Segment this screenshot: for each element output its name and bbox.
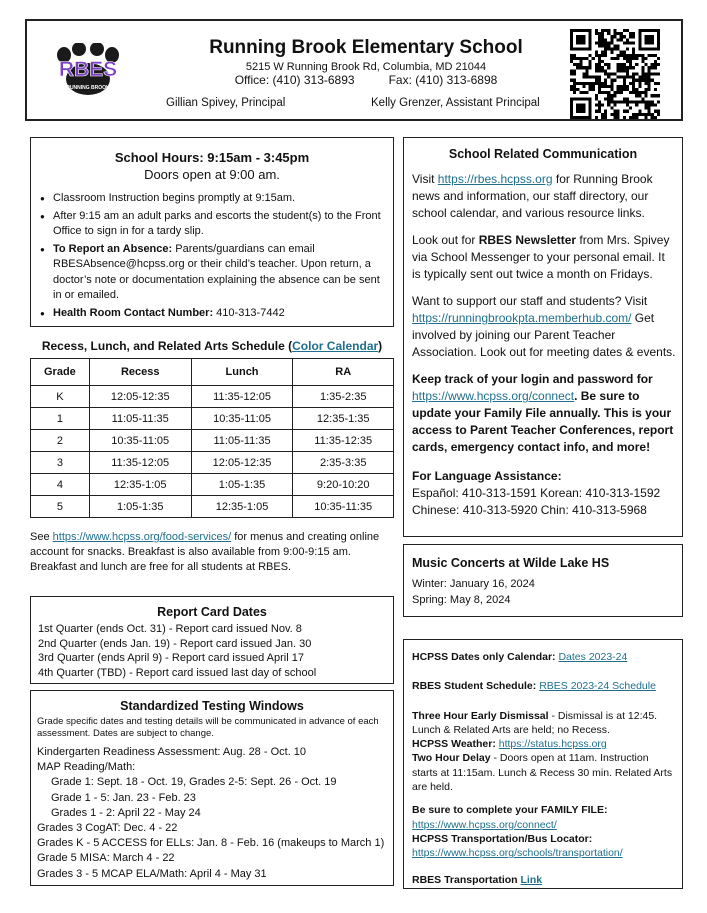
table-cell: 12:05-12:35 bbox=[191, 452, 293, 474]
schedule-title-text: Recess, Lunch, and Related Arts Schedule ( bbox=[41, 339, 293, 353]
rbes-transportation-line bbox=[412, 873, 676, 887]
rbes-transportation-link[interactable]: Link bbox=[520, 873, 543, 886]
table-header-row bbox=[31, 359, 394, 386]
early-dismissal-line bbox=[412, 709, 676, 738]
list-item: Grade 5 MISA: March 4 - 22 bbox=[37, 852, 175, 865]
fax-number: Fax: (410) 313-6898 bbox=[388, 73, 498, 87]
connect-link[interactable]: https://www.hcpss.org/connect bbox=[412, 389, 575, 403]
family-file-label: Be sure to complete your FAMILY FILE: bbox=[412, 804, 608, 817]
dates-calendar-link[interactable]: Dates 2023-24 bbox=[558, 651, 628, 663]
table-cell: 1:05-1:35 bbox=[89, 496, 191, 518]
early-dismissal-text: - Dismissal is at 12:45. Lunch & Related Arts are held; no Recess. bbox=[412, 709, 658, 736]
food-prefix: See bbox=[30, 531, 53, 543]
connect-paragraph bbox=[412, 371, 676, 456]
testing-title: Standardized Testing Windows bbox=[120, 699, 304, 713]
logo-text: RBES bbox=[58, 58, 118, 81]
schedule-line bbox=[412, 679, 676, 693]
table-cell: 12:05-12:35 bbox=[89, 386, 191, 408]
language-line: Español: 410-313-1591 Korean: 410-313-1592 bbox=[412, 486, 661, 500]
table-cell: 11:05-11:35 bbox=[191, 430, 293, 452]
table-cell: 12:35-1:05 bbox=[89, 474, 191, 496]
list-item: Winter: January 16, 2024 bbox=[412, 578, 535, 590]
testing-list bbox=[37, 745, 393, 882]
music-concerts-list bbox=[412, 577, 682, 608]
table-cell: 5 bbox=[31, 496, 90, 518]
food-text: for menus and creating online account for snacks. Breakfast is also available from 9:00-9:15 am. Breakfast and lunch are free for all students at RBES. bbox=[30, 531, 380, 573]
health-room-label: Health Room Contact Number: bbox=[53, 306, 214, 319]
principal-name: Gillian Spivey, Principal bbox=[166, 97, 286, 109]
table-cell: 11:35-12:05 bbox=[89, 452, 191, 474]
list-item: ● Classroom Instruction begins promptly at 9:15am. bbox=[40, 191, 383, 207]
early-dismissal-label: Three Hour Early Dismissal bbox=[412, 709, 549, 722]
table-cell: 11:35-12:05 bbox=[191, 386, 293, 408]
list-item: 1st Quarter (ends Oct. 31) - Report card issued Nov. 8 bbox=[38, 623, 302, 635]
office-phone: Office: (410) 313-6893 bbox=[234, 73, 355, 87]
rbes-transportation-label: RBES Transportation bbox=[412, 873, 521, 886]
color-calendar-link[interactable]: Color Calendar bbox=[292, 339, 379, 353]
column-header: Recess bbox=[89, 359, 191, 386]
table-cell: 10:35-11:35 bbox=[293, 496, 394, 518]
language-line: Chinese: 410-313-5920 Chin: 410-313-5968 bbox=[412, 503, 647, 517]
testing-note: Grade specific dates and testing details will be communicated in advance of each assessment. Dates are subject to change. bbox=[37, 716, 379, 739]
student-schedule-link[interactable]: RBES 2023-24 Schedule bbox=[539, 680, 656, 693]
calendar-label: HCPSS Dates only Calendar: bbox=[412, 651, 559, 663]
column-header: Grade bbox=[31, 359, 90, 386]
table-row bbox=[31, 452, 394, 474]
table-cell: 11:05-11:35 bbox=[89, 408, 191, 430]
weather-link[interactable]: https://status.hcpss.org bbox=[498, 738, 607, 751]
table-cell: 12:35-1:35 bbox=[293, 408, 394, 430]
column-header: RA bbox=[293, 359, 394, 386]
table-row bbox=[31, 408, 394, 430]
table-cell: 11:35-12:35 bbox=[293, 430, 394, 452]
logo-subtext: RUNNING BROOK bbox=[66, 85, 110, 91]
qr-code[interactable] bbox=[570, 29, 660, 119]
list-item: Spring: May 8, 2024 bbox=[412, 593, 511, 606]
absence-label: To Report an Absence: bbox=[53, 242, 173, 255]
header-banner bbox=[25, 19, 683, 121]
table-cell: 10:35-11:05 bbox=[191, 408, 293, 430]
health-room-number: 410-313-7442 bbox=[213, 306, 285, 319]
paragraph-text: Visit bbox=[412, 172, 438, 186]
rbes-website-link[interactable]: https://rbes.hcpss.org bbox=[437, 172, 553, 186]
table-cell: 1:35-2:35 bbox=[293, 386, 394, 408]
school-name: Running Brook Elementary School bbox=[209, 37, 523, 58]
list-item: Grades 1 - 2: April 22 - May 24 bbox=[51, 806, 201, 819]
paragraph-text: from Mrs. Spivey via School Messenger to your personal email. It is typically sent out twice a month on Fridays. bbox=[412, 233, 670, 281]
two-hour-delay-text: - Doors open at 11am. Instruction starts at 11:15am. Lunch & Recess 30 min. Related Arts are held. bbox=[412, 752, 673, 794]
transportation-line bbox=[412, 832, 676, 861]
newsletter-label: RBES Newsletter bbox=[478, 233, 577, 247]
list-item: Grade 1: Sept. 18 - Oct. 19, Grades 2-5: Sept. 26 - Oct. 19 bbox=[51, 776, 337, 789]
newsletter-paragraph bbox=[412, 232, 676, 283]
assistant-principal-name: Kelly Grenzer, Assistant Principal bbox=[371, 97, 540, 109]
family-file-line bbox=[412, 803, 676, 832]
list-item: Grades 3 - 5 MCAP ELA/Math: April 4 - May 31 bbox=[37, 867, 267, 880]
report-card-box bbox=[30, 596, 394, 684]
weather-line bbox=[412, 737, 676, 751]
schedule-title-suffix: ) bbox=[378, 339, 383, 353]
list-item: Grades K - 5 ACCESS for ELLs: Jan. 8 - Feb. 16 (makeups to March 1) bbox=[37, 837, 385, 850]
pta-paragraph bbox=[412, 293, 676, 361]
school-address: 5215 W Running Brook Rd, Columbia, MD 21044 bbox=[245, 61, 487, 73]
list-item: ● After 9:15 am an adult parks and escorts the student(s) to the Front Office to sign in for a tardy slip. bbox=[40, 209, 383, 240]
calendar-line bbox=[412, 650, 676, 664]
doors-open-text: Doors open at 9:00 am. bbox=[144, 167, 280, 182]
table-cell: 10:35-11:05 bbox=[89, 430, 191, 452]
column-header: Lunch bbox=[191, 359, 293, 386]
paragraph-text: Want to support our staff and students? Visit bbox=[412, 294, 648, 308]
table-cell: 9:20-10:20 bbox=[293, 474, 394, 496]
two-hour-delay-label: Two Hour Delay bbox=[412, 752, 491, 765]
transportation-link[interactable]: https://www.hcpss.org/schools/transportation/ bbox=[412, 847, 623, 860]
table-cell: 1:05-1:35 bbox=[191, 474, 293, 496]
table-row bbox=[31, 430, 394, 452]
list-item: MAP Reading/Math: bbox=[37, 761, 136, 774]
list-item bbox=[40, 242, 383, 304]
paragraph-text: Get involved by joining our Parent Teacher Association. Look out for meeting dates & events. bbox=[412, 311, 676, 359]
language-paragraph bbox=[412, 468, 676, 519]
table-row bbox=[31, 474, 394, 496]
table-cell: 12:35-1:05 bbox=[191, 496, 293, 518]
food-services-link[interactable]: https://www.hcpss.org/food-services/ bbox=[52, 531, 232, 543]
paragraph-text: . Be sure to update your Family File annually. This is your access to Parent Teacher Conferences, report cards, emergency contact info, and more! bbox=[412, 389, 674, 454]
table-row bbox=[31, 496, 394, 518]
absence-text: Parents/guardians can email RBESAbsence@hcpss.org or their child’s teacher. Upon return, a doctor’s note or documentation explaining the absence can be sent in or emailed. bbox=[53, 242, 380, 301]
music-concerts-box bbox=[403, 544, 683, 617]
table-cell: 3 bbox=[31, 452, 90, 474]
school-hours-box bbox=[30, 137, 394, 327]
two-hour-delay-line bbox=[412, 751, 676, 794]
communication-box bbox=[403, 137, 683, 537]
schedule-label: RBES Student Schedule: bbox=[412, 680, 540, 693]
food-services-note bbox=[30, 530, 395, 575]
list-item: Grades 3 CogAT: Dec. 4 - 22 bbox=[37, 822, 178, 835]
testing-windows-box bbox=[30, 690, 394, 886]
table-cell: K bbox=[31, 386, 90, 408]
pta-link[interactable]: https://runningbrookpta.memberhub.com/ bbox=[412, 311, 632, 325]
table-cell: 2 bbox=[31, 430, 90, 452]
list-item: 2nd Quarter (ends Jan. 19) - Report card issued Jan. 30 bbox=[38, 637, 312, 650]
report-card-title: Report Card Dates bbox=[157, 605, 267, 619]
weather-label: HCPSS Weather: bbox=[412, 738, 499, 751]
list-item bbox=[40, 306, 383, 322]
list-item: Grade 1 - 5: Jan. 23 - Feb. 23 bbox=[51, 791, 196, 804]
list-item: 3rd Quarter (ends April 9) - Report card issued April 17 bbox=[38, 652, 304, 664]
table-cell: 4 bbox=[31, 474, 90, 496]
school-hours-title: School Hours: 9:15am - 3:45pm bbox=[114, 150, 310, 165]
paragraph-text: Look out for bbox=[412, 233, 479, 247]
website-paragraph bbox=[412, 171, 676, 222]
list-item: 4th Quarter (TBD) - Report card issued last day of school bbox=[38, 666, 317, 679]
dates-links-box bbox=[403, 639, 683, 889]
music-concerts-title: Music Concerts at Wilde Lake HS bbox=[412, 556, 610, 570]
list-item: Kindergarten Readiness Assessment: Aug. 28 - Oct. 10 bbox=[37, 746, 307, 758]
school-hours-list bbox=[40, 191, 383, 321]
report-card-list bbox=[38, 622, 393, 680]
language-title: For Language Assistance: bbox=[412, 469, 562, 483]
schedule-table bbox=[30, 358, 394, 518]
table-cell: 2:35-3:35 bbox=[293, 452, 394, 474]
schedule-title bbox=[30, 339, 394, 353]
communication-title: School Related Communication bbox=[448, 147, 638, 161]
family-file-link[interactable]: https://www.hcpss.org/connect/ bbox=[412, 818, 557, 831]
paragraph-text: for Running Brook news and information, our staff directory, our school calendar, and various resource links. bbox=[412, 172, 653, 220]
table-cell: 1 bbox=[31, 408, 90, 430]
paragraph-text: Keep track of your login and password for bbox=[412, 372, 653, 386]
table-row bbox=[31, 386, 394, 408]
transportation-label: HCPSS Transportation/Bus Locator: bbox=[412, 832, 593, 845]
